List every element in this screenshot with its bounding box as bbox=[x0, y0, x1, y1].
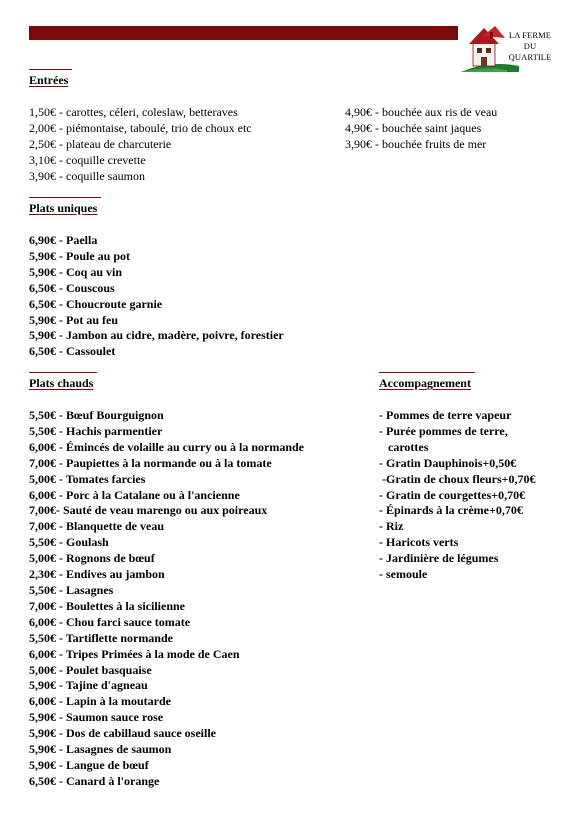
menu-item: -Gratin de choux fleurs+0,70€ bbox=[379, 471, 536, 486]
menu-item: - semoule bbox=[379, 567, 428, 582]
menu-item: 1,50€ - carottes, céleri, coleslaw, betteraves bbox=[29, 105, 238, 119]
menu-item: 6,50€ - Choucroute garnie bbox=[29, 296, 163, 311]
menu-item: - Purée pommes de terre, bbox=[379, 423, 508, 438]
logo-line-1: LA FERME bbox=[508, 30, 552, 40]
menu-item: - Gratin de courgettes+0,70€ bbox=[379, 487, 526, 502]
menu-item: 7,00€ - Blanquette de veau bbox=[29, 519, 164, 534]
logo-line-2: DU bbox=[523, 41, 537, 51]
menu-item: 6,50€ - Couscous bbox=[29, 280, 115, 295]
menu-item: 6,50€ - Canard à l'orange bbox=[29, 773, 160, 788]
entrees-list-left bbox=[29, 105, 252, 185]
plats-chauds-list bbox=[29, 408, 304, 790]
menu-item: 2,50€ - plateau de charcuterie bbox=[29, 136, 172, 151]
section-title-plats-chauds: Plats chauds bbox=[29, 376, 94, 390]
menu-item: 4,90€ - bouchée aux ris de veau bbox=[345, 105, 498, 119]
menu-item: 6,00€ - Émincés de volaille au curry ou à la normande bbox=[29, 439, 304, 454]
menu-item: - Riz bbox=[379, 519, 404, 534]
menu-item: 5,90€ - Dos de cabillaud sauce oseille bbox=[29, 726, 217, 741]
logo bbox=[459, 24, 563, 76]
menu-item: 5,50€ - Bœuf Bourguignon bbox=[29, 408, 164, 422]
section-title-accompagnement: Accompagnement bbox=[379, 376, 471, 390]
logo-line-3: QUARTILE bbox=[508, 52, 552, 62]
menu-item: 6,90€ - Paella bbox=[29, 233, 98, 247]
plats-uniques-list bbox=[29, 233, 284, 360]
menu-item: - Pommes de terre vapeur bbox=[379, 408, 512, 422]
menu-item: 5,00€ - Rognons de bœuf bbox=[29, 551, 155, 566]
menu-item: 5,00€ - Tomates farcies bbox=[29, 471, 146, 486]
menu-item: 6,00€ - Lapin à la moutarde bbox=[29, 694, 172, 709]
menu-item: 5,90€ - Jambon au cidre, madère, poivre, forestier bbox=[29, 328, 284, 343]
logo-text bbox=[497, 30, 563, 63]
menu-item: 5,50€ - Hachis parmentier bbox=[29, 423, 163, 438]
menu-item: carottes bbox=[379, 439, 429, 454]
menu-item: 5,50€ - Goulash bbox=[29, 535, 109, 550]
menu-item: 5,90€ - Poule au pot bbox=[29, 248, 131, 263]
menu-item: 6,00€ - Tripes Primées à la mode de Caen bbox=[29, 646, 240, 661]
menu-item: 2,30€ - Endives au jambon bbox=[29, 567, 165, 582]
menu-item: 5,90€ - Pot au feu bbox=[29, 312, 118, 327]
accompagnement-list bbox=[379, 408, 536, 583]
entrees-list-right bbox=[345, 105, 497, 153]
menu-item: 3,90€ - coquille saumon bbox=[29, 168, 145, 183]
menu-item: - Haricots verts bbox=[379, 535, 459, 550]
menu-item: 5,50€ - Lasagnes bbox=[29, 582, 114, 597]
menu-item: - Gratin Dauphinois+0,50€ bbox=[379, 455, 517, 470]
menu-item: 6,00€ - Chou farci sauce tomate bbox=[29, 614, 191, 629]
menu-item: 3,90€ - bouchée fruits de mer bbox=[345, 136, 487, 151]
menu-item: 5,90€ - Langue de bœuf bbox=[29, 757, 149, 772]
menu-item: 5,90€ - Saumon sauce rose bbox=[29, 710, 164, 725]
section-title-plats-uniques: Plats uniques bbox=[29, 201, 98, 215]
header-bar bbox=[29, 26, 458, 40]
menu-item: 5,90€ - Tajine d'agneau bbox=[29, 678, 148, 693]
menu-item: 7,00€- Sauté de veau marengo ou aux poireaux bbox=[29, 503, 268, 518]
menu-item: 6,00€ - Porc à la Catalane ou à l'ancienne bbox=[29, 487, 240, 502]
menu-item: 5,90€ - Coq au vin bbox=[29, 264, 123, 279]
menu-item: 5,90€ - Lasagnes de saumon bbox=[29, 742, 172, 757]
menu-item: 7,00€ - Paupiettes à la normande ou à la tomate bbox=[29, 455, 272, 470]
menu-item: 3,10€ - coquille crevette bbox=[29, 152, 146, 167]
menu-item: - Épinards à la crème+0,70€ bbox=[379, 503, 523, 518]
menu-item: 6,50€ - Cassoulet bbox=[29, 344, 116, 359]
menu-item: 7,00€ - Boulettes à la sicilienne bbox=[29, 598, 185, 613]
menu-item: - Jardinière de légumes bbox=[379, 551, 499, 566]
menu-item: 5,50€ - Tartiflette normande bbox=[29, 630, 173, 645]
menu-item: 5,00€ - Poulet basquaise bbox=[29, 662, 152, 677]
menu-item: 4,90€ - bouchée saint jaques bbox=[345, 120, 482, 135]
menu-item: 2,00€ - piémontaise, taboulé, trio de choux etc bbox=[29, 120, 252, 135]
section-title-entrees: Entrées bbox=[29, 73, 69, 87]
